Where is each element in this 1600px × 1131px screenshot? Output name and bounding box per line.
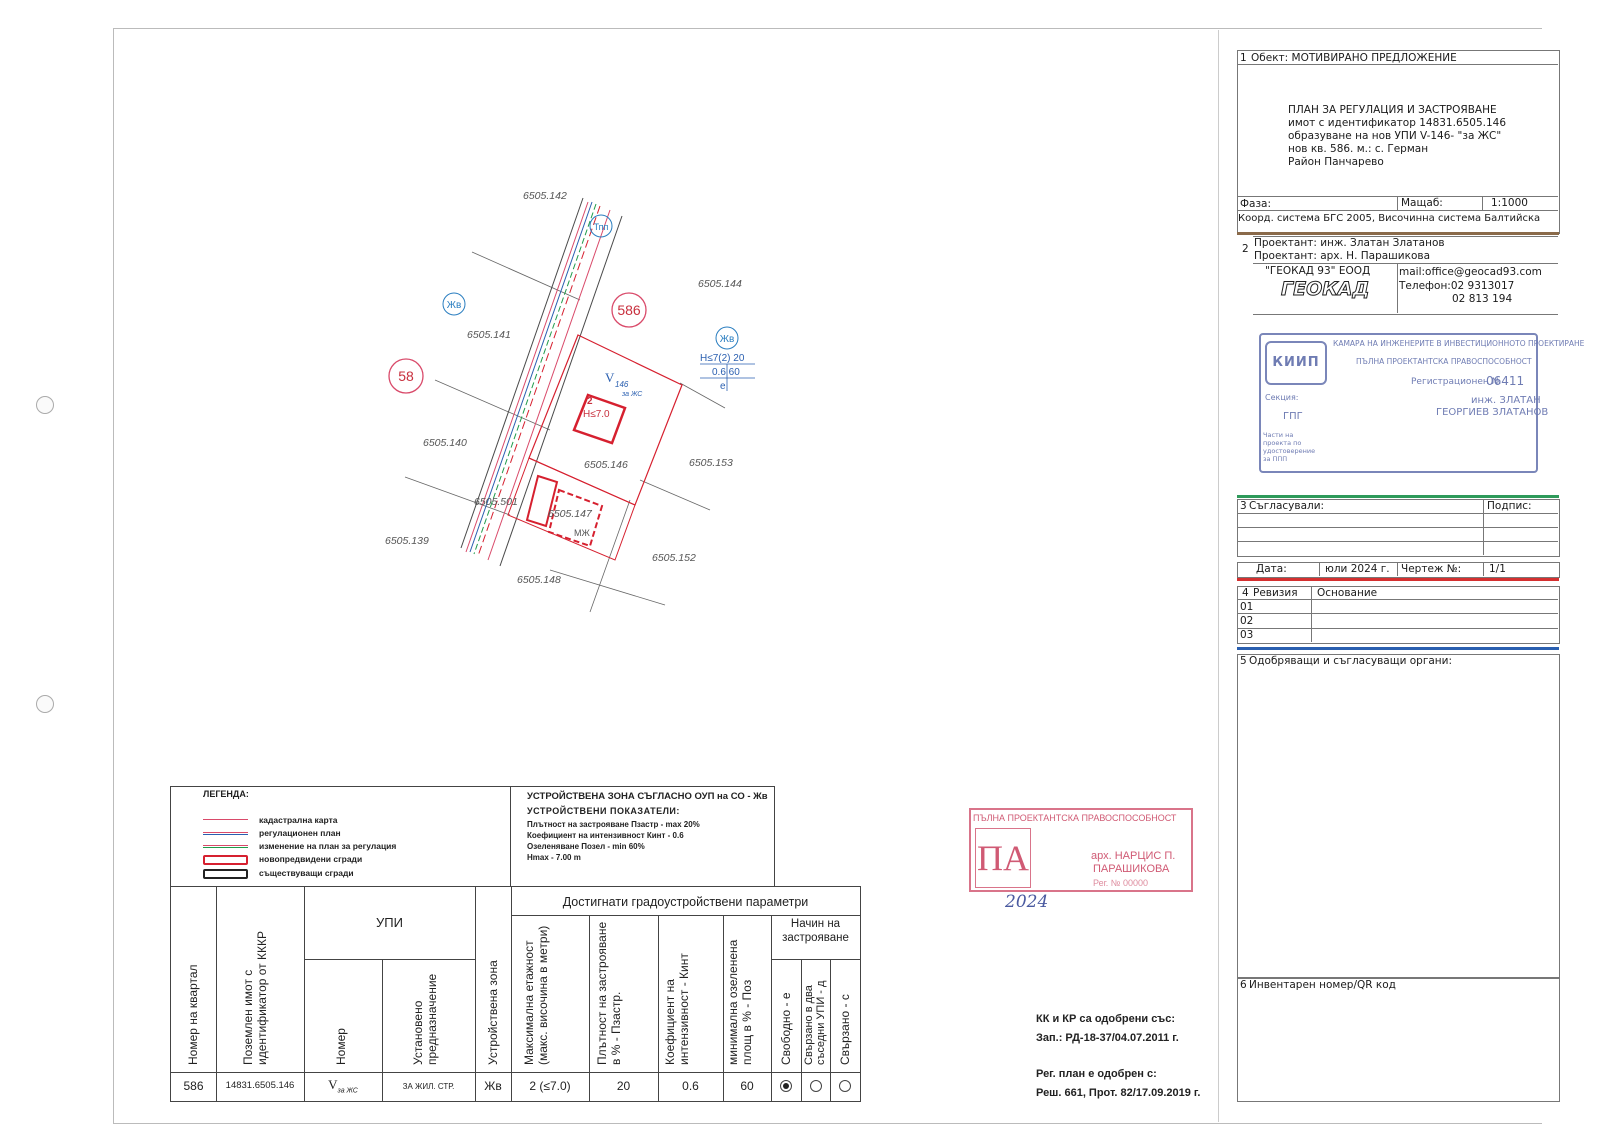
reg-title: Рег. план е одобрен с: <box>1036 1068 1157 1080</box>
revision-row: 01 <box>1240 601 1254 613</box>
zone-params-line3: е <box>720 381 726 392</box>
road-corridor <box>461 198 622 566</box>
header-nomer: Номер <box>334 1028 348 1065</box>
scale-label: Мащаб: <box>1401 197 1443 209</box>
plan-line: имот с идентификатор 14831.6505.146 <box>1288 117 1507 129</box>
company-name: "ГЕОКАД 93" ЕООД <box>1265 265 1371 277</box>
achieved-title: Достигнати градоустройствени параметри <box>562 895 809 909</box>
plan-line: ПЛАН ЗА РЕГУЛАЦИЯ И ЗАСТРОЯВАНЕ <box>1288 104 1497 116</box>
building-height: H≤7.0 <box>583 409 610 420</box>
company-logo: ГЕОКАД <box>1281 278 1370 300</box>
date-value: юли 2024 г. <box>1325 563 1390 575</box>
header-kint: Коефициент на интензивност - Кинт <box>663 953 691 1065</box>
date-label: Дата: <box>1256 563 1287 575</box>
radio-linked[interactable] <box>839 1080 851 1092</box>
upi-label: V <box>605 370 615 385</box>
parcel-label: 6505.501 <box>474 496 518 508</box>
sheet-fold-line <box>1218 30 1219 1122</box>
indicator: Hmax - 7.00 m <box>527 853 581 862</box>
plan-line: Район Панчарево <box>1288 156 1384 168</box>
designer-1: Проектант: инж. Златан Златанов <box>1254 237 1445 249</box>
object-label: Обект: МОТИВИРАНО ПРЕДЛОЖЕНИЕ <box>1251 52 1457 64</box>
drawing-value: 1/1 <box>1489 563 1506 575</box>
reg-order: Реш. 661, Прот. 82/17.09.2019 г. <box>1036 1087 1201 1099</box>
row-kint: 0.6 <box>682 1079 699 1093</box>
kvartal-number: 586 <box>617 302 641 318</box>
company-mail: mail:office@geocad93.com <box>1399 266 1542 278</box>
radio-free[interactable] <box>780 1080 792 1092</box>
phase-label: Фаза: <box>1240 198 1272 210</box>
zone-label: Жв <box>446 300 462 311</box>
indicator: Коефициент на интензивност Кинт - 0.6 <box>527 831 684 840</box>
header-kvartal: Номер на квартал <box>186 964 200 1065</box>
header-purpose: Установено предназначение <box>411 973 439 1065</box>
parameters-table <box>170 886 861 1102</box>
row-density: 20 <box>616 1079 631 1093</box>
header-zone: Устройствена зона <box>486 960 500 1065</box>
designer-2: Проектант: арх. Н. Парашикова <box>1254 250 1431 262</box>
zone-title: УСТРОЙСТВЕНА ЗОНА СЪГЛАСНО ОУП на СО - Жв <box>527 791 768 802</box>
header-green: минимална озеленена площ в % - Поз <box>726 939 754 1065</box>
handwritten-signature: 2024 <box>1005 892 1049 912</box>
inventory-label: Инвентарен номер/QR код <box>1249 979 1396 991</box>
parcel-label: 6505.146 <box>584 459 628 471</box>
zone-label: Жв <box>719 334 735 345</box>
header-density: Плътност на застрояване в % - Пзастр. <box>595 921 623 1065</box>
row-purpose: ЗА ЖИЛ. СТР. <box>402 1082 455 1091</box>
parcel-label: 6505.153 <box>689 457 733 469</box>
parcel-label: 6505.141 <box>467 329 511 341</box>
agreed-label: Съгласували: <box>1249 500 1325 512</box>
legend-title: ЛЕГЕНДА: <box>203 789 249 799</box>
parcel-label: 6505.144 <box>698 278 742 290</box>
road-label: Тпп <box>593 222 609 232</box>
signature-label: Подпис: <box>1487 500 1532 512</box>
architect-stamp: ПЪЛНА ПРОЕКТАНТСКА ПРАВОСПОСОБНОСТ ΠΑ арх. НАРЦИС П. ПАРАШИКОВА Рег. № 00000 <box>969 808 1193 892</box>
header-twin: Свързано в два съседни УПИ - д <box>803 980 827 1065</box>
parcel-label: 6505.139 <box>385 535 429 547</box>
row-nomer: $V_{за ЖС}$ <box>328 1077 358 1095</box>
company-phone-2: 02 813 194 <box>1452 293 1513 305</box>
legend: ЛЕГЕНДА: кадастрална карта регулационен план изменение на план за регулация новопредвидени сгради съществуващи сгради УСТРОЙСТВЕНА ЗОНА СЪГЛАСНО ОУП на СО - Жв УСТРОЙСТВЕНИ ПОКАЗАТЕЛИ: Плътност на застрояване Пзастр - max 20% Коефициент на интензивност Кинт - 0.6 Озеленяване Позел - min 60% Hmax - 7.00 m <box>170 786 775 887</box>
parcel-label: 6505.152 <box>652 552 696 564</box>
indicator: Плътност на застрояване Пзастр - max 20% <box>527 820 700 829</box>
row-kvartal: 586 <box>183 1079 204 1093</box>
row-pozemlen: 14831.6505.146 <box>225 1080 295 1091</box>
coord-system: Коорд. система БГС 2005, Височинна система Балтийска <box>1238 213 1541 224</box>
method-title: Начин на застрояване <box>782 918 849 944</box>
indicators-title: УСТРОЙСТВЕНИ ПОКАЗАТЕЛИ: <box>527 806 680 816</box>
header-linked: Свързано - с <box>838 994 852 1065</box>
upi-title: УПИ <box>376 915 403 930</box>
revision-row: 03 <box>1240 629 1254 641</box>
drawing-label: Чертеж №: <box>1401 563 1462 575</box>
upi-purpose: за ЖС <box>622 391 643 398</box>
parcel-label: 6505.147 <box>548 508 592 520</box>
cadastral-map <box>360 180 780 620</box>
row-green: 60 <box>740 1079 754 1093</box>
section-approving <box>1237 654 1560 978</box>
kk-order: Зап.: РД-18-37/04.07.2011 г. <box>1036 1032 1179 1044</box>
kiip-stamp: КАМАРА НА ИНЖЕНЕРИТЕ В ИНВЕСТИЦИОННОТО ПРОЕКТИРАНЕ ПЪЛНА ПРОЕКТАНТСКА ПРАВОСПОСОБНОСТ КИИП Регистрационен № 06411 Секция: ГПГ Части на проекта по удостоверение за ППП инж. ЗЛАТАН ГЕОРГИЕВ ЗЛАТАНОВ <box>1259 333 1538 473</box>
header-pozemlen: Поземлен имот с идентификатор от КККР <box>241 931 269 1065</box>
punch-hole <box>36 695 54 713</box>
building-floors: 2 <box>587 396 593 407</box>
header-max-floors: Максимална етажност (макс. височина в метри) <box>522 925 550 1065</box>
punch-hole <box>36 396 54 414</box>
company-phone: Телефон:02 9313017 <box>1399 280 1515 292</box>
row-zone: Жв <box>484 1079 502 1093</box>
parcel-label: 6505.148 <box>517 574 561 586</box>
header-free: Свободно - е <box>779 992 793 1065</box>
revision-label: Ревизия <box>1253 587 1298 599</box>
section-inventory <box>1237 978 1560 1102</box>
mzh-label: МЖ <box>574 528 590 538</box>
kk-title: КК и КР са одобрени със: <box>1036 1013 1175 1025</box>
indicator: Озеленяване Позел - min 60% <box>527 842 645 851</box>
basis-label: Основание <box>1317 587 1378 599</box>
upi-sub: 146 <box>615 380 629 389</box>
zone-params-line1: H≤7(2) 20 <box>700 353 745 364</box>
revision-row: 02 <box>1240 615 1254 627</box>
plan-line: нов кв. 586. м.: с. Герман <box>1288 143 1429 155</box>
scale-value: 1:1000 <box>1491 197 1528 209</box>
radio-twin[interactable] <box>810 1080 822 1092</box>
row-max-floors: 2 (≤7.0) <box>529 1079 571 1093</box>
parcel-label: 6505.140 <box>423 437 467 449</box>
kvartal-number: 58 <box>398 368 414 384</box>
title-block: 1 Обект: МОТИВИРАНО ПРЕДЛОЖЕНИЕ ПЛАН ЗА РЕГУЛАЦИЯ И ЗАСТРОЯВАНЕ имот с идентификатор 14831.6505.146 образуване на нов УПИ V-146- "за ЖС" нов кв. 586. м.: с. Герман Район Панчарево Фаза: Мащаб: 1:1000 Коорд. система БГС 2005, Височинна система Балтийска 2 Проектант: инж. Златан Златанов Проектант: арх. Н. Парашикова "ГЕОКАД 93" ЕООД ГЕОКАД mail:office@geocad93.com Телефон:02 9313017 02 813 194 КАМАРА НА ИНЖЕНЕРИТЕ В ИНВЕСТИЦИОННОТО ПРОЕКТИРАНЕ ПЪЛНА ПРОЕКТАНТСКА ПРАВОСПОСОБНОСТ КИИП Регистрационен № 06411 Секция: ГПГ Части на проекта по удостоверение за ППП инж. ЗЛАТАН ГЕОРГИЕВ ЗЛАТАНОВ 3 Съгласували: Подпис: Дата: юли 2024 г. Чертеж №: 1/1 4 Ревизия Основание 01 02 03 5 Одобряващи и съгласуващи органи: 6 Инвентарен номер/QR код <box>1237 50 1559 1102</box>
parcel-label: 6505.142 <box>523 190 567 202</box>
approving-label: Одобряващи и съгласуващи органи: <box>1249 655 1453 667</box>
zone-params-line2: 0.6 60 <box>712 367 740 378</box>
plan-line: образуване на нов УПИ V-146- "за ЖС" <box>1288 130 1502 142</box>
